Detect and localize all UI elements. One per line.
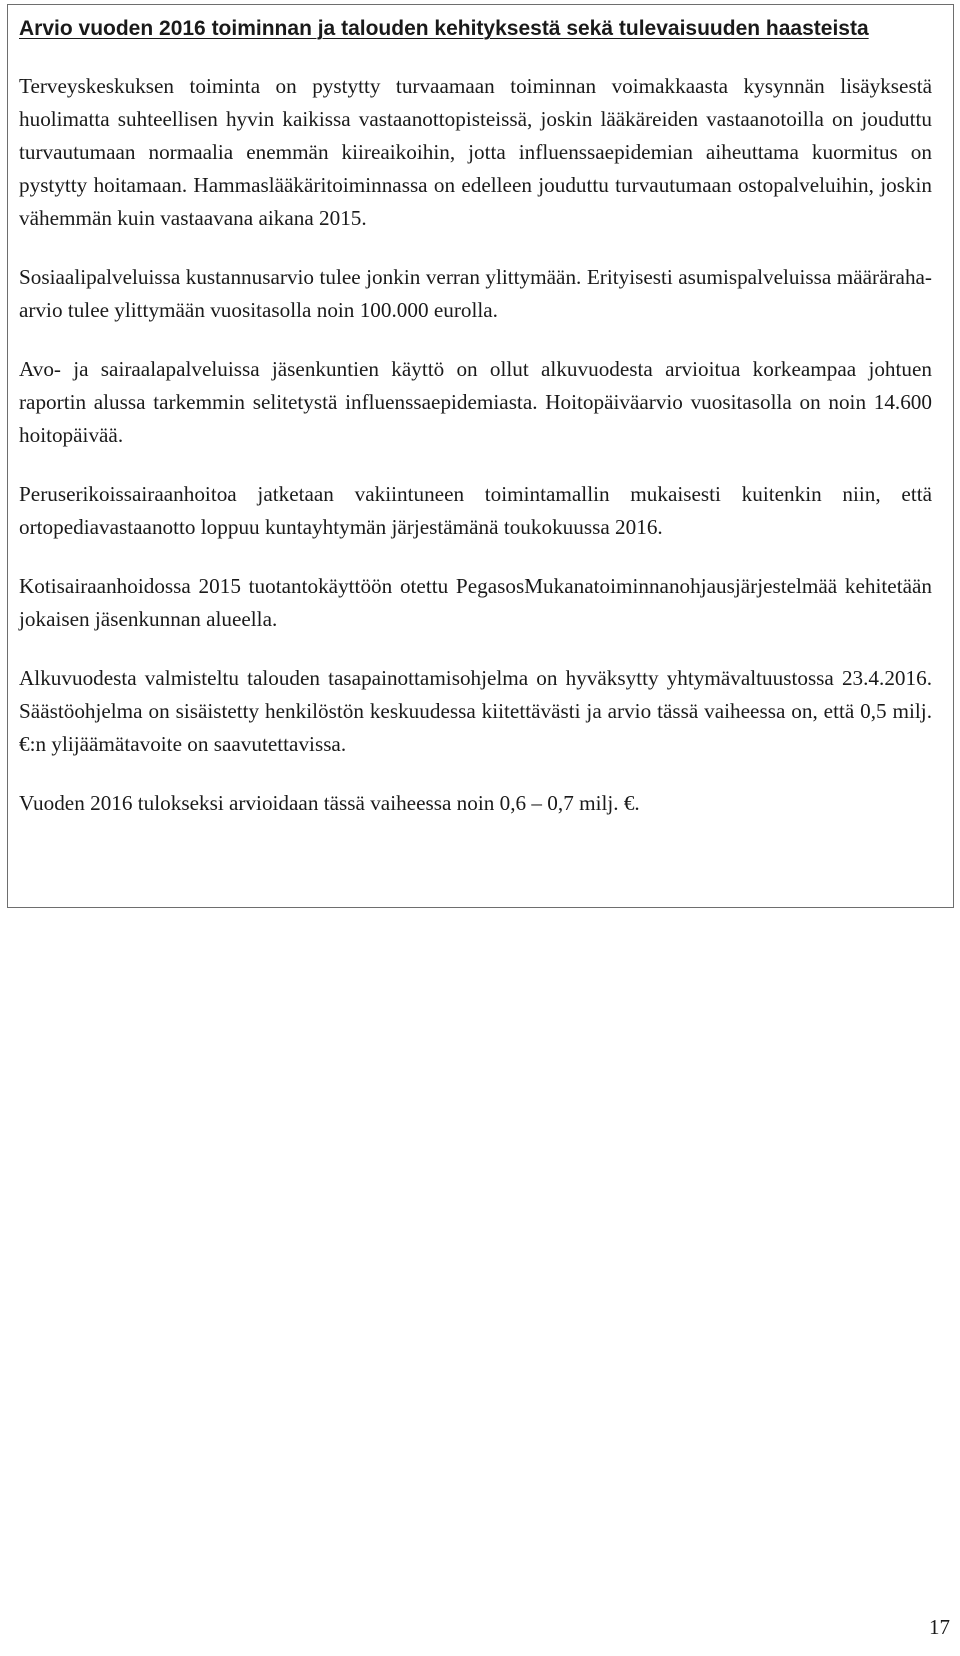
paragraph-specialist-care: Peruserikoissairaanhoitoa jatketaan vakiintuneen toimintamallin mukaisesti kuitenkin niin, että ortopediavastaanotto loppuu kuntayhtymän järjestämänä toukokuussa 2016. [19,482,932,539]
paragraph-outpatient-hospital: Avo- ja sairaalapalveluissa jäsenkuntien käyttö on ollut alkuvuodesta arvioitua korkeampaa johtuen raportin alussa tarkemmin selitetystä influenssaepidemiasta. Hoitopäiväarvio vuositasolla on noin 14.600 hoitopäivää. [19,357,932,447]
page-number: 17 [929,1615,950,1639]
paragraph-balancing-program: Alkuvuodesta valmisteltu talouden tasapainottamisohjelma on hyväksytty yhtymävaltuustossa 23.4.2016. Säästöohjelma on sisäistetty henkilöstön keskuudessa kiitettävästi ja arvio tässä vaiheessa on, että 0,5 milj. €:n ylijäämätavoite on saavutettavissa. [19,666,932,756]
section-title: Arvio vuoden 2016 toiminnan ja talouden kehityksestä sekä tulevaisuuden haasteista [19,17,869,40]
paragraph-home-nursing: Kotisairaanhoidossa 2015 tuotantokäyttöön otettu PegasosMukanatoiminnanohjausjärjestelmää kehitetään jokaisen jäsenkunnan alueella. [19,574,932,631]
paragraph-social-services: Sosiaalipalveluissa kustannusarvio tulee jonkin verran ylittymään. Erityisesti asumispalveluissa määräraha-arvio tulee ylittymään vuositasolla noin 100.000 eurolla. [19,265,932,322]
text-box [7,4,954,908]
paragraph-result-estimate: Vuoden 2016 tulokseksi arvioidaan tässä vaiheessa noin 0,6 – 0,7 milj. €. [19,791,640,815]
paragraph-health-center: Terveyskeskuksen toiminta on pystytty turvaamaan toiminnan voimakkaasta kysynnän lisäyksestä huolimatta suhteellisen hyvin kaikissa vastaanottopisteissä, joskin lääkäreiden vastaanotoilla on jouduttu turvautumaan normaalia enemmän kiireaikoihin, jotta influenssaepidemian aiheuttama kuormitus on pystytty hoitamaan. Hammaslääkäritoiminnassa on edelleen jouduttu turvautumaan ostopalveluihin, joskin vähemmän kuin vastaavana aikana 2015. [19,74,932,230]
